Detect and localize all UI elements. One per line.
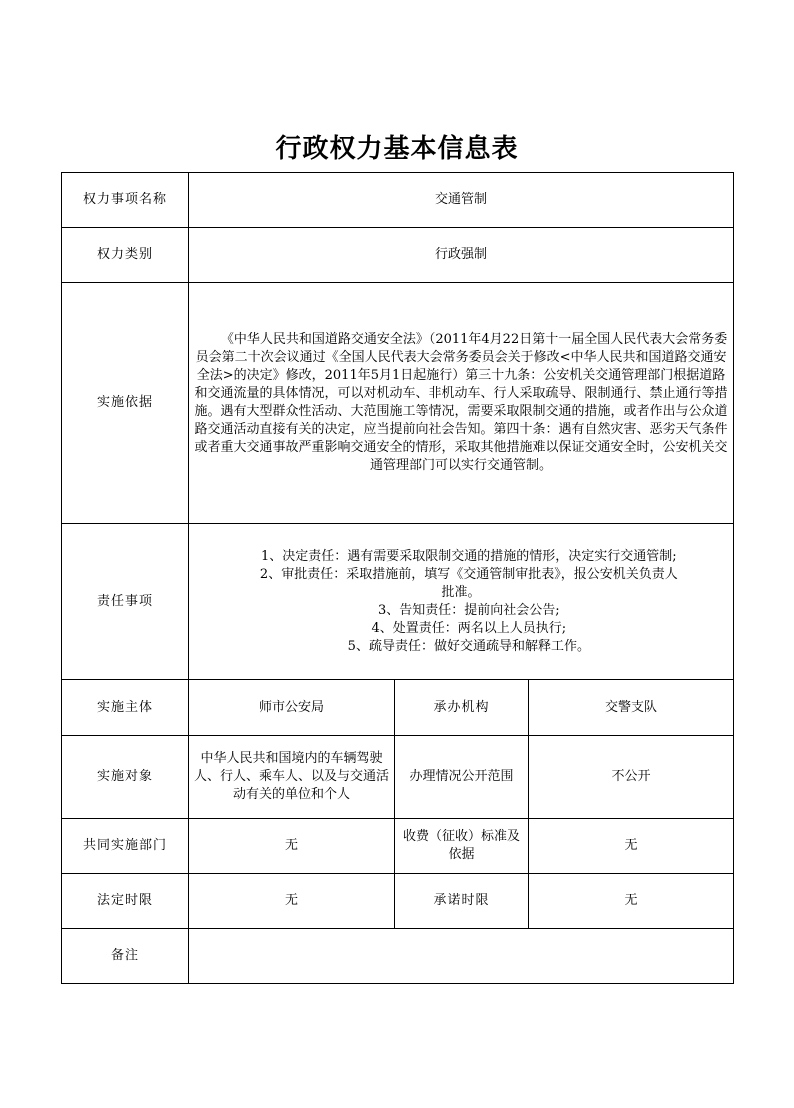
list-item: 4、处置责任：两名以上人员执行; <box>371 620 567 636</box>
row-time-limit <box>62 874 734 929</box>
item-name-label: 权力事项名称 <box>62 173 189 228</box>
legal-time-limit-label: 法定时限 <box>62 874 189 929</box>
disclosure-scope-label: 办理情况公开范围 <box>395 736 529 819</box>
responsibility-label: 责任事项 <box>62 524 189 680</box>
list-item: 批准。 <box>441 584 481 600</box>
category-value: 行政强制 <box>189 228 734 283</box>
row-remarks <box>62 929 734 984</box>
item-name-value: 交通管制 <box>189 173 734 228</box>
page-title: 行政权力基本信息表 <box>275 134 519 164</box>
joint-dept-label: 共同实施部门 <box>62 819 189 874</box>
info-table <box>61 172 734 984</box>
fee-standard-label: 收费（征收）标准及依据 <box>395 819 529 874</box>
legal-time-limit-value: 无 <box>189 874 395 929</box>
fee-standard-value: 无 <box>529 819 734 874</box>
row-target <box>62 736 734 819</box>
basis-value: 《中华人民共和国道路交通安全法》（2011年4月22日第十一届全国人民代表大会常务委员会第二十次会议通过《全国人民代表大会常务委员会关于修改<中华人民共和国道路交通安全法>的决定》修改，2011年5月1日起施行）第三十九条：公安机关交通管理部门根据道路和交通流量的具体情况，可以对机动车、非机动车、行人采取疏导、限制通行、禁止通行等措施。遇有大型群众性活动、大范围施工等情况，需要采取限制交通的措施，或者作出与公众道路交通活动直接有关的决定，应当提前向社会告知。第四十条：遇有自然灾害、恶劣天气条件或者重大交通事故严重影响交通安全的情形，采取其他措施难以保证交通安全时，公安机关交通管理部门可以实行交通管制。 <box>189 283 734 524</box>
promised-time-limit-label: 承诺时限 <box>395 874 529 929</box>
handling-agency-value: 交警支队 <box>529 680 734 736</box>
target-value: 中华人民共和国境内的车辆驾驶人、行人、乘车人、以及与交通活动有关的单位和个人 <box>189 736 395 819</box>
list-item: 1、决定责任：遇有需要采取限制交通的措施的情形，决定实行交通管制; <box>260 548 677 564</box>
row-category <box>62 228 734 283</box>
handling-agency-label: 承办机构 <box>395 680 529 736</box>
subject-label: 实施主体 <box>62 680 189 736</box>
basis-label: 实施依据 <box>62 283 189 524</box>
row-basis <box>62 283 734 524</box>
target-label: 实施对象 <box>62 736 189 819</box>
joint-dept-value: 无 <box>189 819 395 874</box>
responsibility-list <box>189 524 734 680</box>
promised-time-limit-value: 无 <box>529 874 734 929</box>
list-item: 2、审批责任：采取措施前，填写《交通管制审批表》，报公安机关负责人 <box>259 566 678 582</box>
disclosure-scope-value: 不公开 <box>529 736 734 819</box>
remarks-value <box>189 929 734 984</box>
row-responsibility <box>62 524 734 680</box>
category-label: 权力类别 <box>62 228 189 283</box>
row-joint <box>62 819 734 874</box>
list-item: 5、疏导责任：做好交通疏导和解释工作。 <box>347 638 590 654</box>
remarks-label: 备注 <box>62 929 189 984</box>
row-subject <box>62 680 734 736</box>
list-item: 3、告知责任：提前向社会公告; <box>377 602 560 618</box>
subject-value: 师市公安局 <box>189 680 395 736</box>
row-item-name <box>62 173 734 228</box>
